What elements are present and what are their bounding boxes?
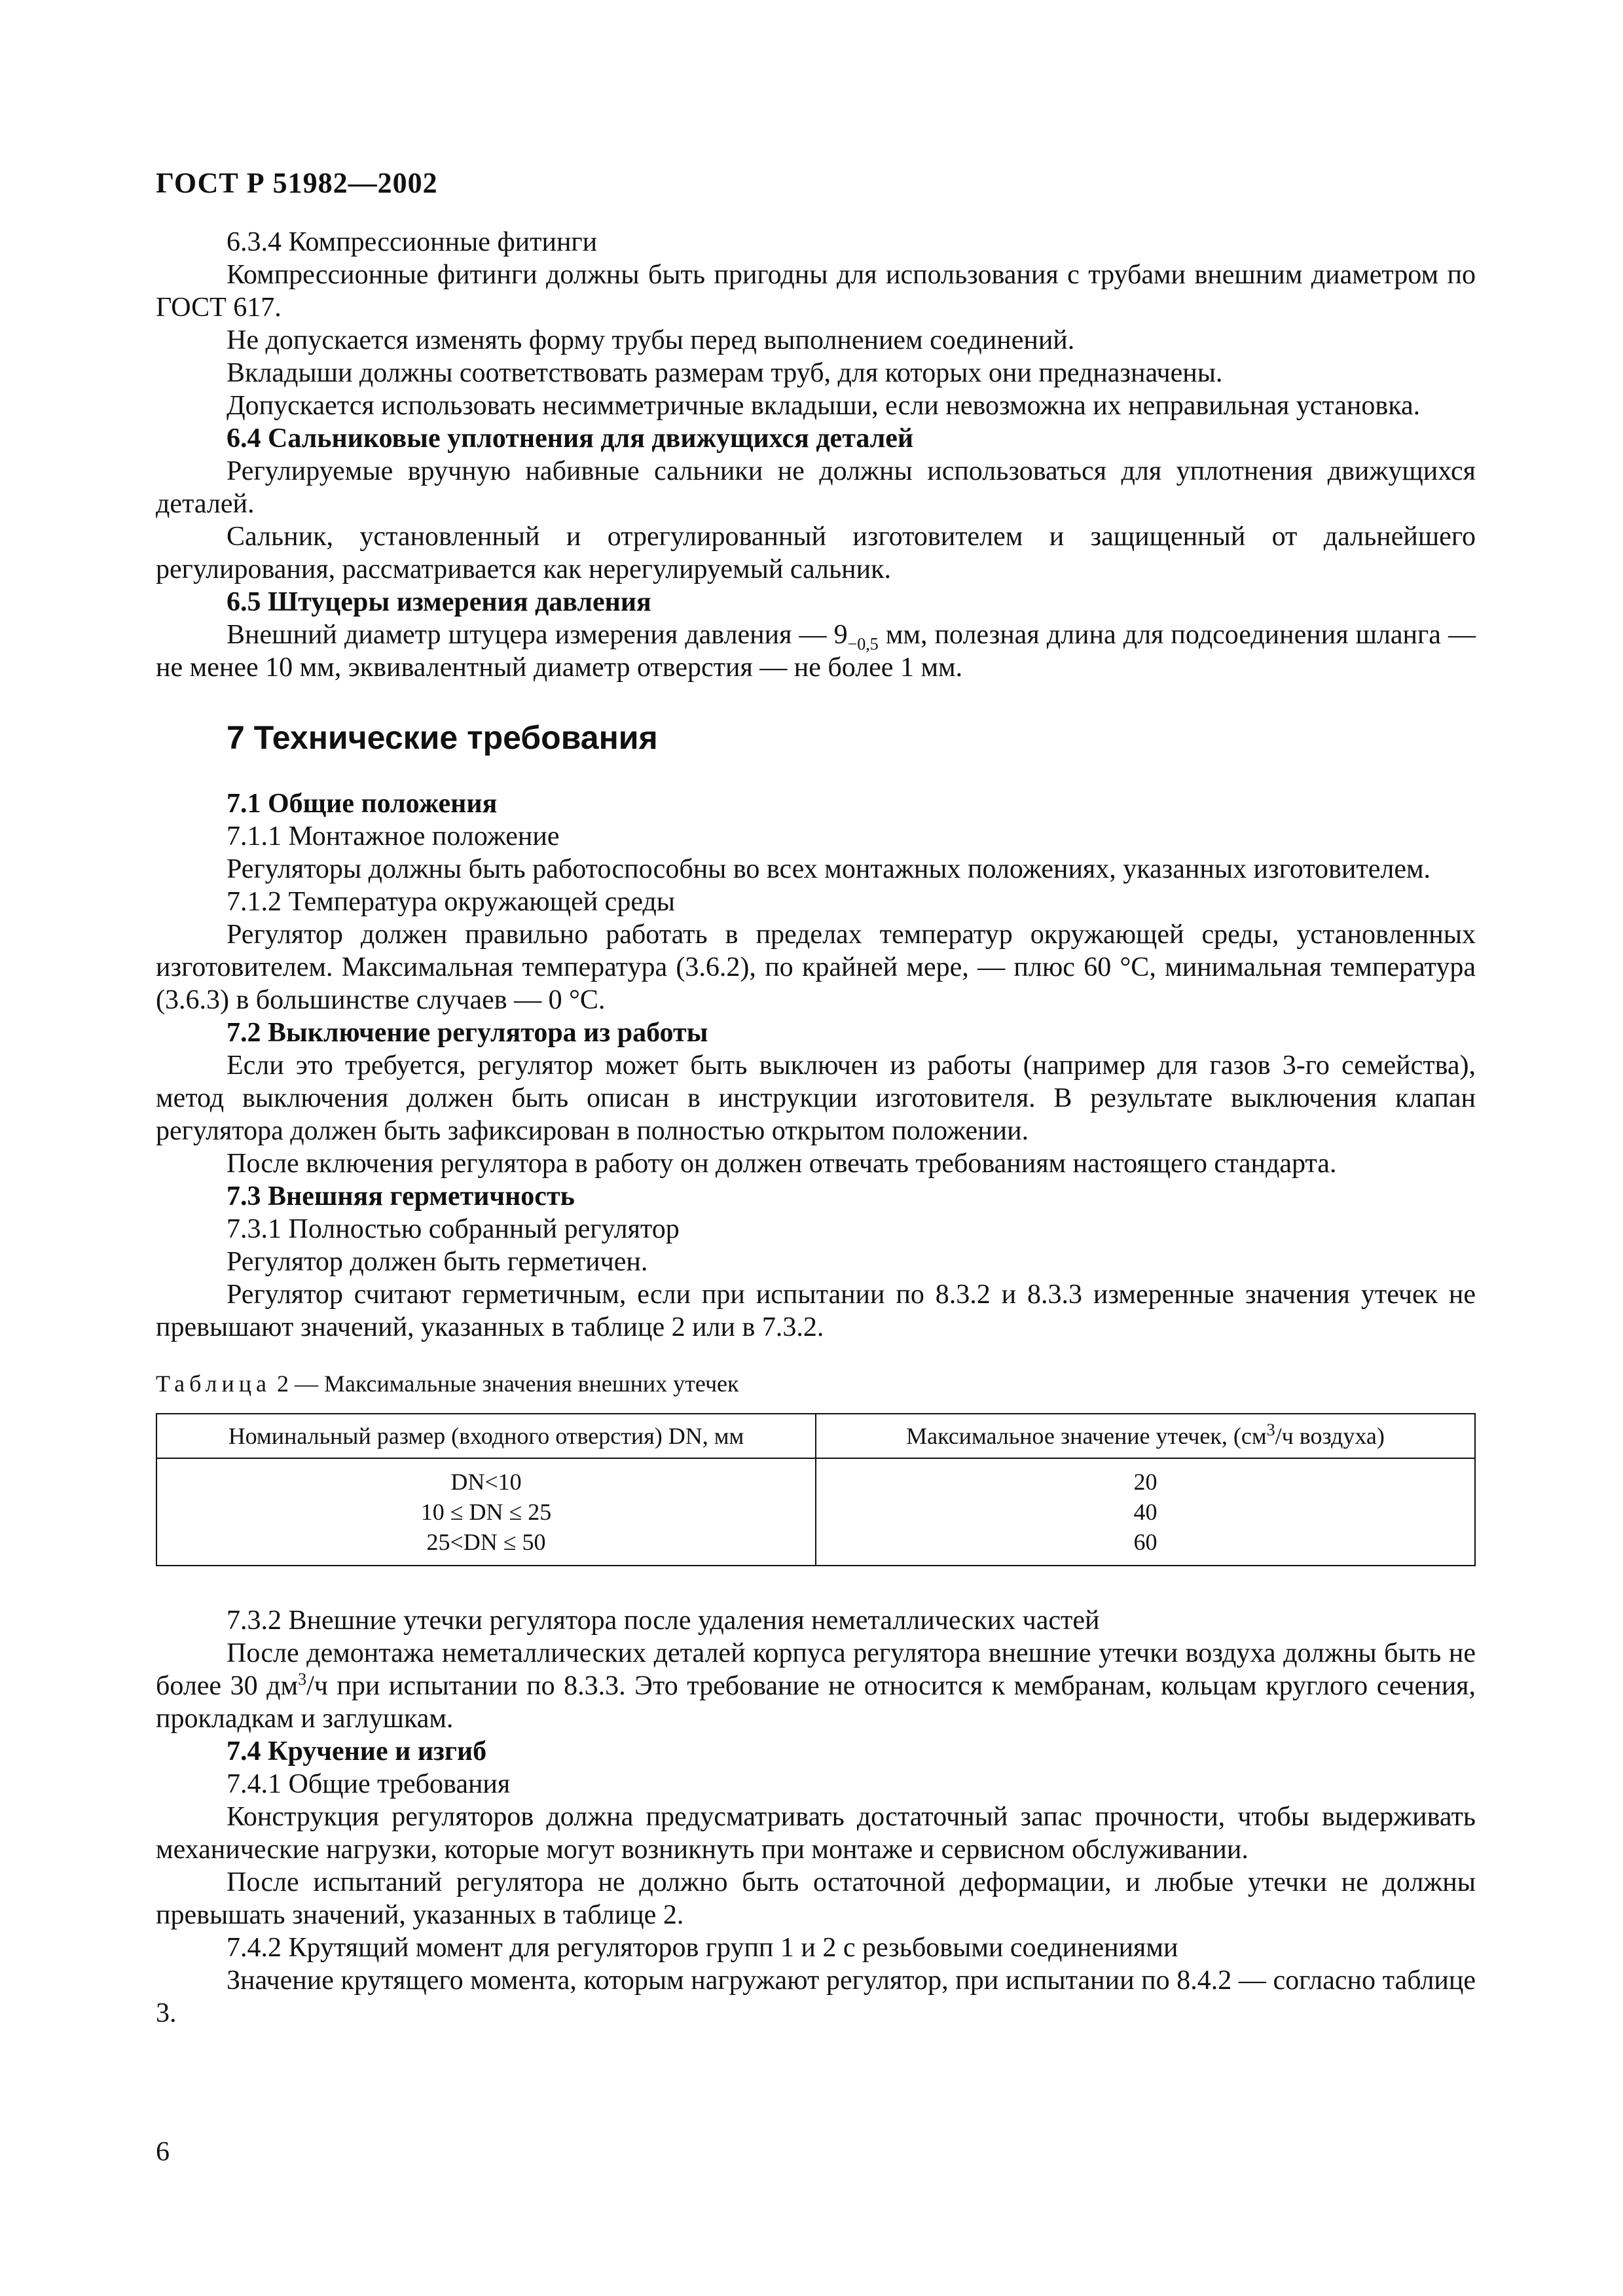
paragraph: После испытаний регулятора не должно быть остаточной деформации, и любые утечки не должны превышать значений, указанных в таблице 2. (156, 1867, 1476, 1930)
section-6-3-4-title: 6.3.4 Компрессионные фитинги (227, 227, 598, 257)
text-run: мм, полезная длина для подсоединения шланга — не менее 10 мм, эквивалентный диаметр отверстия — не более 1 мм. (156, 620, 1476, 683)
section-6-4-heading: 6.4 Сальниковые уплотнения для движущихся деталей (227, 423, 914, 454)
text-run: После демонтажа неметаллических деталей корпуса регулятора внешние утечки воздуха должны быть не более 30 дм (156, 1638, 1476, 1701)
header-superscript: 3 (1266, 1420, 1275, 1439)
paragraph (156, 1637, 1476, 1735)
paragraph: Если это требуется, регулятор может быть выключен из работы (например для газов 3-го семейства), метод выключения должен быть описан в инструкции изготовителя. В результате выключения клапан регулятора должен быть зафиксирован в полностью открытом положении. (156, 1050, 1476, 1146)
table-2-caption (156, 1367, 1476, 1400)
caption-label: Таблица (156, 1371, 271, 1397)
header-text: /ч воздуха) (1275, 1423, 1385, 1449)
header-text: Максимальное значение утечек, (см (906, 1423, 1267, 1449)
paragraph: Допускается использовать несимметричные вкладыши, если невозможна их неправильная установка. (227, 391, 1421, 421)
paragraph: Регулятор считают герметичным, если при испытании по 8.3.2 и 8.3.3 измеренные значения утечек не превышают значений, указанных в таблице 2 или в 7.3.2. (156, 1280, 1476, 1342)
table-cell: 40 (1133, 1499, 1158, 1525)
page-number: 6 (156, 2137, 170, 2167)
table-cell: DN<10 (450, 1469, 522, 1495)
document-code: ГОСТ Р 51982—2002 (156, 167, 438, 199)
paragraph (156, 619, 1476, 684)
section-7-3-2-title: 7.3.2 Внешние утечки регулятора после удаления неметаллических частей (227, 1605, 1100, 1636)
section-7-4-2-title: 7.4.2 Крутящий момент для регуляторов групп 1 и 2 с резьбовыми соединениями (227, 1933, 1178, 1963)
section-7-3-heading: 7.3 Внешняя герметичность (227, 1181, 575, 1211)
paragraph: Регулятор должен правильно работать в пределах температур окружающей среды, установленных изготовителем. Максимальная температура (3.6.2), по крайней мере, — плюс 60 °С, минимальная температура (3.6.3) в большинстве случаев — 0 °С. (156, 920, 1476, 1015)
paragraph: Значение крутящего момента, которым нагружают регулятор, при испытании по 8.4.2 — согласно таблице 3. (156, 1965, 1476, 2028)
section-6-5-heading: 6.5 Штуцеры измерения давления (227, 587, 651, 617)
paragraph: После включения регулятора в работу он должен отвечать требованиям настоящего стандарта. (227, 1149, 1337, 1179)
paragraph: Регулятор должен быть герметичен. (227, 1247, 648, 1277)
leakage-table (156, 1413, 1476, 1566)
table-cell: 20 (1133, 1469, 1158, 1495)
tolerance-subscript: −0,5 (847, 634, 879, 654)
section-7-3-1-title: 7.3.1 Полностью собранный регулятор (227, 1214, 680, 1244)
section-7-1-2-title: 7.1.2 Температура окружающей среды (227, 887, 676, 917)
paragraph: Вкладыши должны соответствовать размерам труб, для которых они предназначены. (227, 358, 1223, 388)
table-cell: 10 ≤ DN ≤ 25 (420, 1499, 552, 1525)
unit-superscript: 3 (298, 1670, 307, 1689)
table-cell: 60 (1133, 1529, 1158, 1555)
table-cell-max-leakage (816, 1458, 1475, 1566)
page-content (156, 167, 1476, 2030)
section-7-2-heading: 7.2 Выключение регулятора из работы (227, 1018, 708, 1048)
table-header-row (156, 1414, 1475, 1458)
column-header-max-leakage (816, 1414, 1475, 1458)
text-run: Внешний диаметр штуцера измерения давления — 9 (227, 620, 848, 650)
paragraph: Не допускается изменять форму трубы перед выполнением соединений. (227, 325, 1075, 355)
table-row (156, 1458, 1475, 1566)
column-header-nominal-size: Номинальный размер (входного отверстия) DN, мм (156, 1414, 816, 1458)
caption-text: 2 — Максимальные значения внешних утечек (270, 1371, 739, 1397)
paragraph: Регулируемые вручную набивные сальники не должны использоваться для уплотнения движущихся деталей. (156, 456, 1476, 519)
paragraph: Сальник, установленный и отрегулированный изготовителем и защищенный от дальнейшего регулирования, рассматривается как нерегулируемый сальник. (156, 522, 1476, 584)
paragraph: Регуляторы должны быть работоспособны во всех монтажных положениях, указанных изготовителем. (227, 854, 1431, 884)
section-7-1-1-title: 7.1.1 Монтажное положение (227, 821, 560, 852)
paragraph: Компрессионные фитинги должны быть пригодны для использования с трубами внешним диаметром по ГОСТ 617. (156, 260, 1476, 323)
section-7-4-1-title: 7.4.1 Общие требования (227, 1769, 511, 1799)
table-cell-nominal-size (156, 1458, 816, 1566)
section-7-4-heading: 7.4 Кручение и изгиб (227, 1736, 487, 1767)
table-cell: 25<DN ≤ 50 (426, 1529, 546, 1555)
section-7-1-heading: 7.1 Общие положения (227, 789, 498, 819)
text-run: /ч при испытании по 8.3.3. Это требование не относится к мембранам, кольцам круглого сечения, прокладкам и заглушкам. (156, 1671, 1476, 1734)
paragraph: Конструкция регуляторов должна предусматривать достаточный запас прочности, чтобы выдерживать механические нагрузки, которые могут возникнуть при монтаже и сервисном обслуживании. (156, 1802, 1476, 1865)
section-7-heading: 7 Технические требования (227, 719, 658, 756)
